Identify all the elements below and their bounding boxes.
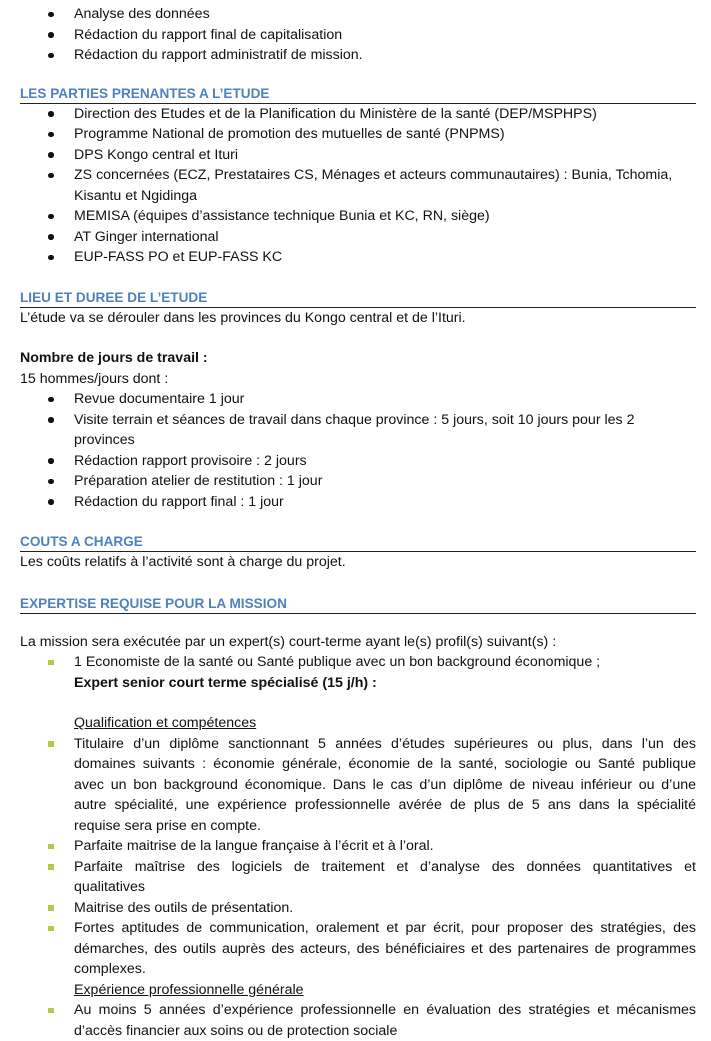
qualifications-list bbox=[20, 734, 696, 980]
workdays-total: 15 hommes/jours dont : bbox=[20, 370, 169, 387]
list-item: Analyse des données bbox=[20, 4, 696, 25]
list-item: Rédaction du rapport final : 1 jour bbox=[20, 492, 696, 513]
list-item: Programme National de promotion des mutuelles de santé (PNPMS) bbox=[20, 124, 696, 145]
list-item: MEMISA (équipes d’assistance technique Bunia et KC, RN, siège) bbox=[20, 206, 696, 227]
list-item: Rédaction du rapport administratif de mission. bbox=[20, 45, 696, 66]
bullet-icon bbox=[20, 247, 74, 268]
bullet-icon bbox=[20, 165, 74, 206]
section-heading-expertise: EXPERTISE REQUISE POUR LA MISSION bbox=[20, 594, 696, 614]
square-bullet-icon bbox=[20, 836, 74, 857]
bullet-icon bbox=[20, 227, 74, 248]
experience-list bbox=[20, 1000, 696, 1041]
list-item: Visite terrain et séances de travail dans chaque province : 5 jours, soit 10 jours pour les 2 provinces bbox=[20, 410, 696, 451]
bullet-icon bbox=[20, 389, 74, 410]
document-page bbox=[20, 0, 696, 1041]
list-item: Au moins 5 années d’expérience professionnelle en évaluation des stratégies et mécanismes d’accès financier aux soins ou de protection sociale bbox=[20, 1000, 696, 1041]
list-item: Fortes aptitudes de communication, oralement et par écrit, pour proposer des stratégies, des démarches, des outils auprès des acteurs, des bénéficiaires et des partenaires de programmes complexes. bbox=[20, 918, 696, 980]
location-text: L’étude va se dérouler dans les provinces du Kongo central et de l’Ituri. bbox=[20, 309, 466, 326]
section-heading-location: LIEU ET DUREE DE L’ETUDE bbox=[20, 288, 696, 308]
bullet-icon bbox=[20, 25, 74, 46]
list-item: Rédaction du rapport final de capitalisation bbox=[20, 25, 696, 46]
stakeholders-list bbox=[20, 104, 696, 268]
bullet-icon bbox=[20, 45, 74, 66]
list-item: 1 Economiste de la santé ou Santé publique avec un bon background économique ; Expert senior court terme spécialisé (15 j/h) : bbox=[20, 652, 696, 693]
experience-heading: Expérience professionnelle générale bbox=[74, 981, 304, 998]
intro-activity-list bbox=[20, 4, 696, 66]
workdays-list bbox=[20, 389, 696, 512]
list-item: Parfaite maitrise de la langue française à l’écrit et à l’oral. bbox=[20, 836, 696, 857]
square-bullet-icon bbox=[20, 652, 74, 693]
bullet-icon bbox=[20, 4, 74, 25]
bullet-icon bbox=[20, 104, 74, 125]
list-item: Direction des Etudes et de la Planification du Ministère de la santé (DEP/MSPHPS) bbox=[20, 104, 696, 125]
bullet-icon bbox=[20, 451, 74, 472]
profile-list bbox=[20, 652, 696, 693]
list-item: Rédaction rapport provisoire : 2 jours bbox=[20, 451, 696, 472]
list-item: EUP-FASS PO et EUP-FASS KC bbox=[20, 247, 696, 268]
bullet-icon bbox=[20, 471, 74, 492]
expertise-intro: La mission sera exécutée par un expert(s) court-terme ayant le(s) profil(s) suivant(s) : bbox=[20, 633, 557, 650]
workdays-label: Nombre de jours de travail : bbox=[20, 350, 208, 366]
square-bullet-icon bbox=[20, 1000, 74, 1041]
square-bullet-icon bbox=[20, 857, 74, 898]
list-item: Parfaite maîtrise des logiciels de traitement et d’analyse des données quantitatives et qualitatives bbox=[20, 857, 696, 898]
square-bullet-icon bbox=[20, 918, 74, 980]
section-heading-stakeholders: LES PARTIES PRENANTES A L’ETUDE bbox=[20, 84, 696, 104]
list-item: Revue documentaire 1 jour bbox=[20, 389, 696, 410]
bullet-icon bbox=[20, 410, 74, 451]
bullet-icon bbox=[20, 206, 74, 227]
experience-heading-row bbox=[20, 980, 696, 1001]
bullet-icon bbox=[20, 124, 74, 145]
qualifications-heading: Qualification et compétences bbox=[74, 715, 257, 731]
square-bullet-icon bbox=[20, 734, 74, 837]
list-item: ZS concernées (ECZ, Prestataires CS, Ménages et acteurs communautaires) : Bunia, Tchomia, Kisantu et Ngidinga bbox=[20, 165, 696, 206]
profile-title: Expert senior court terme spécialisé (15 j/h) : bbox=[74, 674, 377, 691]
bullet-icon bbox=[20, 492, 74, 513]
section-heading-costs: COUTS A CHARGE bbox=[20, 532, 696, 552]
list-item: DPS Kongo central et Ituri bbox=[20, 145, 696, 166]
list-item: Titulaire d’un diplôme sanctionnant 5 années d’études supérieures ou plus, dans l’un des domaines suivants : économie générale, économie de la santé, sociologie ou Santé publique avec un bon background économique. Dans le cas d’un diplôme de niveau inférieur ou d’une autre spécialité, une expérience professionnelle avérée de plus de 5 ans dans la spécialité requise sera prise en compte. bbox=[20, 734, 696, 837]
costs-text: Les coûts relatifs à l’activité sont à charge du projet. bbox=[20, 554, 346, 570]
list-item: Maitrise des outils de présentation. bbox=[20, 898, 696, 919]
list-item: AT Ginger international bbox=[20, 227, 696, 248]
qualifications-heading-row bbox=[20, 713, 696, 734]
square-bullet-icon bbox=[20, 898, 74, 919]
list-item: Préparation atelier de restitution : 1 jour bbox=[20, 471, 696, 492]
bullet-icon bbox=[20, 145, 74, 166]
